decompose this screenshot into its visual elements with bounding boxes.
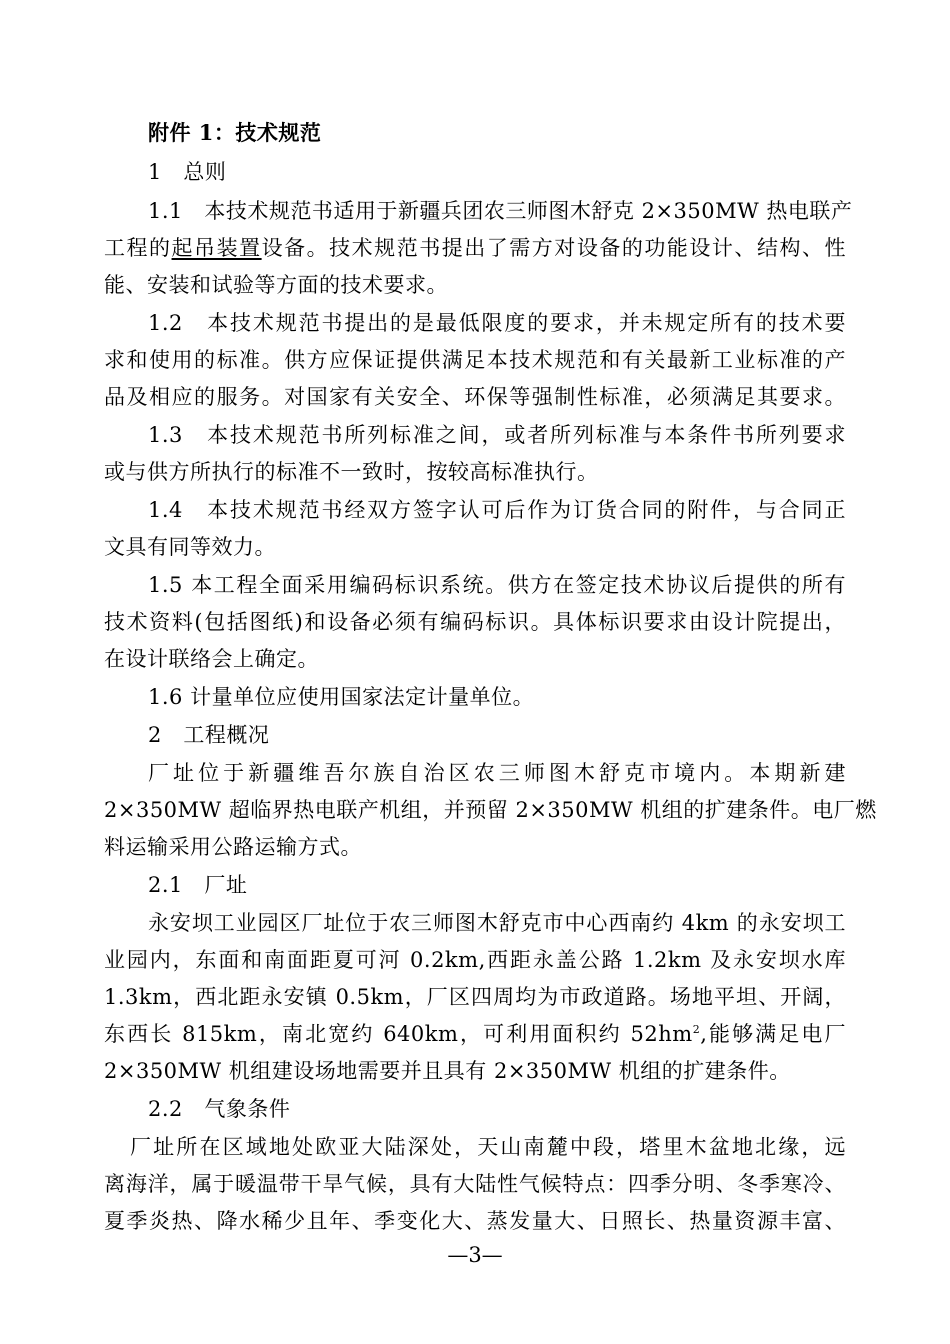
paragraph-line: 1.4 本技术规范书经双方签字认可后作为订货合同的附件，与合同正	[148, 498, 846, 522]
paragraph-line: 品及相应的服务。对国家有关安全、环保等强制性标准，必须满足其要求。	[104, 385, 846, 409]
paragraph-line: 离海洋，属于暖温带干旱气候，具有大陆性气候特点：四季分明、冬季寒冷、	[104, 1172, 846, 1196]
paragraph-line: 永安坝工业园区厂址位于农三师图木舒克市中心西南约 4km 的永安坝工	[148, 911, 846, 935]
paragraph-line	[104, 1015, 846, 1053]
superscript: 2	[692, 1023, 701, 1036]
paragraph-line: 1.3 本技术规范书所列标准之间，或者所列标准与本条件书所列要求	[148, 423, 846, 447]
paragraph-line: 文具有同等效力。	[104, 535, 276, 559]
paragraph-line: 厂址所在区域地处欧亚大陆深处，天山南麓中段，塔里木盆地北缘，远	[130, 1135, 846, 1159]
paragraph-line: 1.2 本技术规范书提出的是最低限度的要求，并未规定所有的技术要	[148, 311, 846, 335]
paragraph-line: 1.5 本工程全面采用编码标识系统。供方在签定技术协议后提供的所有	[148, 573, 846, 597]
paragraph-line: 能、安装和试验等方面的技术要求。	[104, 273, 448, 297]
line-text: 设备。技术规范书提出了需方对设备的功能设计、结构、性	[261, 236, 846, 260]
section-heading: 2.2 气象条件	[148, 1097, 291, 1121]
paragraph-line: 2×350MW 机组建设场地需要并且具有 2×350MW 机组的扩建条件。	[104, 1059, 791, 1083]
underlined-term: 起吊装置	[171, 236, 262, 260]
paragraph-line: 在设计联络会上确定。	[104, 647, 319, 671]
paragraph-line: 2×350MW 超临界热电联产机组，并预留 2×350MW 机组的扩建条件。电厂燃	[104, 798, 877, 822]
paragraph-line: 求和使用的标准。供方应保证提供满足本技术规范和有关最新工业标准的产	[104, 348, 846, 372]
paragraph-line: 技术资料(包括图纸)和设备必须有编码标识。具体标识要求由设计院提出，	[104, 610, 846, 634]
section-heading: 1 总则	[148, 160, 227, 184]
paragraph-line	[104, 229, 846, 267]
page-number: —3—	[447, 1243, 503, 1267]
paragraph-line: 夏季炎热、降水稀少且年、季变化大、蒸发量大、日照长、热量资源丰富、	[104, 1209, 846, 1233]
paragraph-line: 1.1 本技术规范书适用于新疆兵团农三师图木舒克 2×350MW 热电联产	[148, 199, 853, 223]
section-heading: 2.1 厂址	[148, 873, 248, 897]
paragraph-line: 料运输采用公路运输方式。	[104, 835, 362, 859]
line-text: 东西长 815km，南北宽约 640km，可利用面积约 52hm	[104, 1022, 693, 1046]
line-text: 工程的	[104, 236, 172, 260]
line-text: ,能够满足电厂	[700, 1022, 846, 1046]
paragraph-line: 业园内，东面和南面距夏可河 0.2km,西距永盖公路 1.2km 及永安坝水库	[104, 948, 846, 972]
paragraph-line: 1.6 计量单位应使用国家法定计量单位。	[148, 685, 535, 709]
document-title: 附件 1：技术规范	[148, 120, 322, 145]
paragraph-line: 或与供方所执行的标准不一致时，按较高标准执行。	[104, 460, 599, 484]
paragraph-line: 厂址位于新疆维吾尔族自治区农三师图木舒克市境内。本期新建	[148, 761, 846, 785]
paragraph-line: 1.3km，西北距永安镇 0.5km，厂区四周均为市政道路。场地平坦、开阔，	[104, 985, 846, 1009]
section-heading: 2 工程概况	[148, 723, 270, 747]
